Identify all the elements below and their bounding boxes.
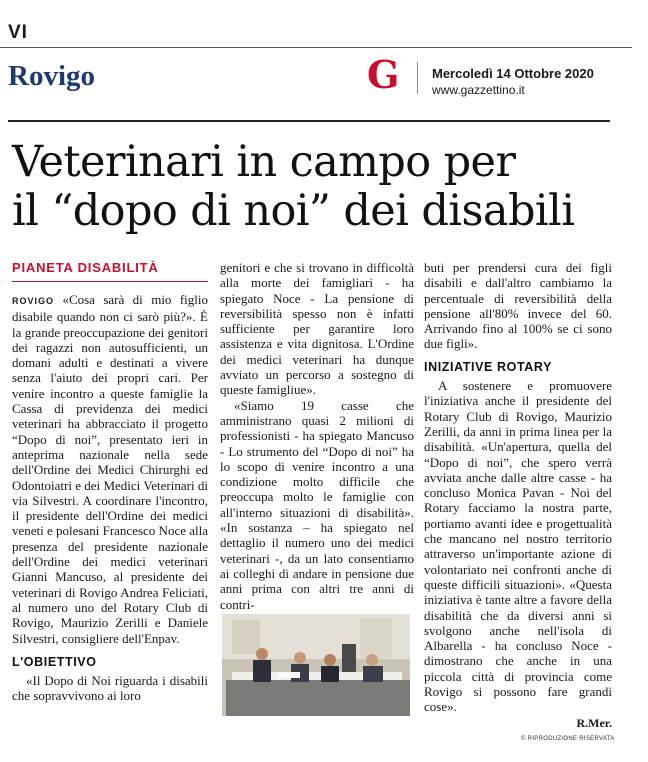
event-photo xyxy=(222,614,410,716)
headline-line-1: Veterinari in campo per xyxy=(12,137,516,187)
column-2 xyxy=(220,260,414,612)
gazzettino-logo: G xyxy=(367,52,400,97)
header-separator xyxy=(417,62,418,94)
paragraph: A sostenere e promuovere l'iniziativa anche il presidente del Rotary Club di Rovigo, Maurizio Zerilli, da anni in prima linea per la disabilità. «Un'apertura, quella del “Dopo di noi”, che spero verrà avviata anche dalle altre casse - ha concluso Monica Pavan - Noi del Rotary facciamo la nostra parte, portiamo avanti idee e progettualità che mancano nel nostro territorio attraverso un'importante azione di volontariato nei confronti anche di queste difficili situazioni». «Questa iniziativa è tante altre a favore della disabilità che da diversi anni si svolgono anche nell'isola di Albarella - ha concluso Noce - dimostrano che anche in una piccola città di provincia come Rovigo si possono fare grandi cose». xyxy=(424,378,612,715)
top-divider xyxy=(0,47,632,48)
section-number: VI xyxy=(8,22,28,43)
publication-date: Mercoledì 14 Ottobre 2020 xyxy=(432,66,594,81)
paragraph: «Cosa sarà di mio figlio disabile quando non ci sarò più?». È la grande preoccupazione dei genitori dei ragazzi non autosufficienti, un domani adulti e destinati a vivere senza l'aiuto dei propri cari. Per venire incontro a queste famiglie la Cassa di previdenza dei medici veterinari ha abbracciato il progetto “Dopo di noi”, presentato ieri in anteprima nazionale nella sede dell'Ordine dei Medici Chirurghi ed Odontoiatri e dei Medici Veterinari di via Silvestri. A coordinare l'incontro, il presidente dell'Ordine dei medici veneti e polesani Francesco Noce alla presenza del presidente nazionale dell'Ordine dei medici veterinari Gianni Mancuso, al presidente dei veterinari di Rovigo Andrea Feliciati, al numero uno del Rotary Club di Rovigo, Maurizio Zerilli e Daniele Silvestri, consigliere dell'Enpav. xyxy=(12,292,209,646)
publication-site: www.gazzettino.it xyxy=(432,83,525,97)
subhead-rotary: INIZIATIVE ROTARY xyxy=(424,359,553,374)
dateline: ROVIGO xyxy=(12,296,55,306)
paragraph: buti per prendersi cura dei figli disabili e dall'altro cambiamo la percentuale di reversibilità della pensione all'80% invece del 60. Arrivando fino al 100% se ci sono due figli». xyxy=(424,260,612,352)
author-signature: R.Mer. xyxy=(576,716,612,730)
headline-line-2: il “dopo di noi” dei disabili xyxy=(12,186,575,236)
kicker: PIANETA DISABILITÀ xyxy=(12,260,159,275)
headline xyxy=(12,138,637,236)
city-section-title: Rovigo xyxy=(8,60,95,92)
header-divider xyxy=(8,120,610,122)
copyright-notice: © RIPRODUZIONE RISERVATA xyxy=(521,736,615,742)
column-1 xyxy=(12,260,208,704)
body-text-col1 xyxy=(12,292,208,704)
subhead-obiettivo: L'OBIETTIVO xyxy=(12,654,97,669)
paragraph: «Siamo 19 casse che amministrano quasi 2 milioni di professionisti - ha spiegato Mancuso - Lo strumento del “Dopo di noi” ha lo scopo di venire incontro a una condizione molto difficile che preoccupa molto le famiglie con all'interno situazioni di disabilità». «In sostanza – ha spiegato nel dettaglio il numero uno dei medici veterinari -, da un lato consentiamo ai colleghi di andare in pensione due anni prima con altri tre anni di contri- xyxy=(220,397,414,612)
kicker-underline xyxy=(12,281,208,282)
column-3 xyxy=(424,260,612,715)
paragraph: «Il Dopo di Noi riguarda i disabili che sopravvivono ai loro xyxy=(12,673,208,704)
paragraph: genitori e che si trovano in difficoltà alla morte dei famigliari - ha spiegato Noce - La pensione di reversibilità spesso non è infatti sufficiente per garantire loro assistenza e vita dignitosa. L'Ordine dei medici veterinari ha dunque avviato un percorso a sostegno di queste famigliue». xyxy=(220,260,414,398)
